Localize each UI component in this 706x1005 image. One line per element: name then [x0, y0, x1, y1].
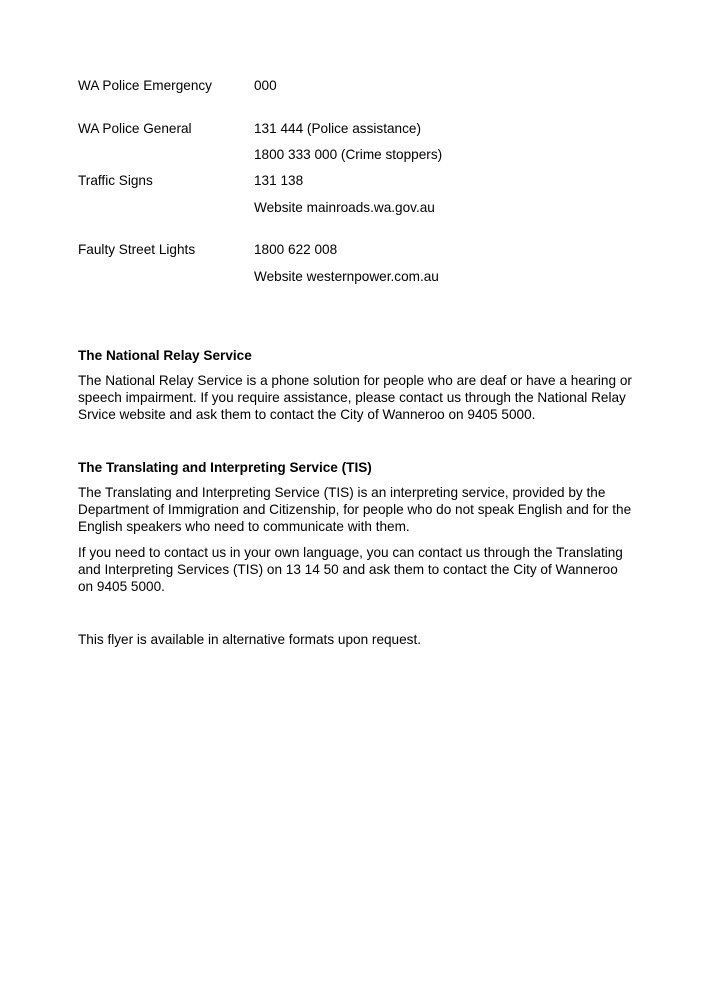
tis-line: If you need to contact us in your own language, you can contact us through the Translating — [78, 545, 623, 560]
contact-label-police-emergency: WA Police Emergency — [78, 78, 212, 93]
tis-line: English speakers who need to communicate with them. — [78, 518, 410, 534]
relay-line: Srvice website and ask them to contact the City of Wanneroo on 9405 5000. — [78, 406, 536, 422]
tis-paragraph-1 — [78, 485, 638, 535]
contact-value-crime-stoppers: 1800 333 000 (Crime stoppers) — [254, 147, 443, 162]
contact-value-traffic-signs-website: Website mainroads.wa.gov.au — [254, 200, 435, 215]
contact-value-police-emergency: 000 — [254, 78, 277, 93]
tis-line: on 9405 5000. — [78, 578, 165, 594]
contact-value-police-assistance: 131 444 (Police assistance) — [254, 121, 421, 136]
tis-line: The Translating and Interpreting Service (TIS) is an interpreting service, provided by the — [78, 485, 606, 500]
alternative-formats-note: This flyer is available in alternative formats upon request. — [78, 632, 422, 647]
relay-paragraph — [78, 373, 638, 423]
tis-paragraph-2 — [78, 545, 638, 595]
relay-line: The National Relay Service is a phone solution for people who are deaf or have a hearing or — [78, 373, 632, 388]
tis-line: Department of Immigration and Citizenship, for people who do not speak English and for the — [78, 501, 632, 517]
contact-label-police-general: WA Police General — [78, 121, 192, 136]
contact-label-street-lights: Faulty Street Lights — [78, 242, 196, 257]
tis-line: and Interpreting Services (TIS) on 13 14 50 and ask them to contact the City of Wanneroo — [78, 561, 618, 577]
contact-value-street-lights-website: Website westernpower.com.au — [254, 269, 439, 284]
contact-value-street-lights-phone: 1800 622 008 — [254, 242, 338, 257]
tis-heading: The Translating and Interpreting Service (TIS) — [78, 460, 372, 475]
contact-label-traffic-signs: Traffic Signs — [78, 173, 153, 188]
relay-line: speech impairment. If you require assistance, please contact us through the National Relay — [78, 389, 626, 405]
contact-value-traffic-signs-phone: 131 138 — [254, 173, 304, 188]
relay-heading: The National Relay Service — [78, 348, 252, 363]
